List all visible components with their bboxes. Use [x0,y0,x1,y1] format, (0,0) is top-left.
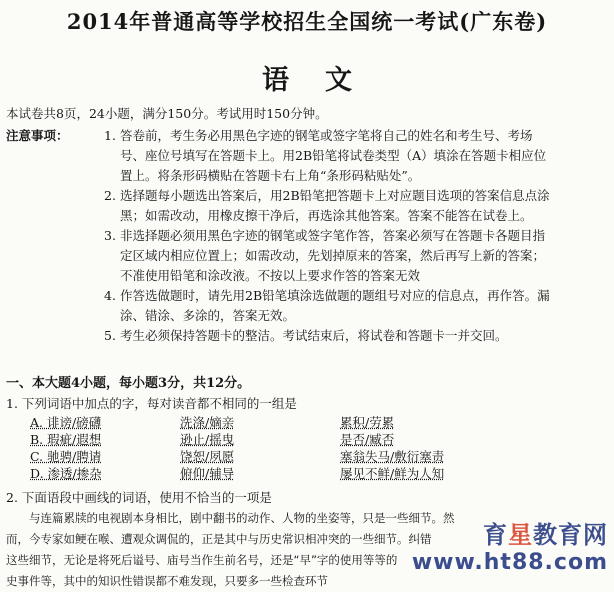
option-row [30,430,550,447]
note-number: 2. [104,188,116,203]
passage-line: 这些细节，无论是将死后谥号、庙号当作生前名号，还是“早”字的使用等等的 [6,553,398,567]
option-cell: 累积/劳累 [340,415,395,430]
note-number: 4. [104,288,116,303]
note-item [104,226,554,286]
note-text: 选择题每小题选出答案后，用2B铅笔把答题卡上对应题目选项的答案信息点涂黑；如需改动，用橡皮擦干净后，再选涂其他答案。答案不能答在试卷上。 [120,188,550,223]
option-cell: C. 驰骋/聘请 [30,449,102,464]
watermark-char: 育 [483,521,508,549]
note-text: 作答选做题时，请先用2B铅笔填涂选做题的题组号对应的信息点，再作答。漏涂、错涂、多涂的，答案无效。 [120,288,550,323]
question-2-stem: 2. 下面语段中画线的词语，使用不恰当的一项是 [6,490,272,505]
question-1-stem: 1. 下列词语中加点的字，每对读音都不相同的一组是 [6,396,297,411]
notes-label: 注意事项： [6,128,69,143]
option-cell: 逊止/摇曳 [180,432,235,447]
watermark-char: 教育网 [533,521,608,549]
note-item [104,186,554,226]
option-cell: 饶恕/夙愿 [180,449,235,464]
option-cell: B. 瑕疵/遐想 [30,432,102,447]
question-1-options [30,413,550,481]
note-text: 答卷前，考生务必用黑色字迹的钢笔或签字笔将自己的姓名和考生号、考场号、座位号填写在答题卡上。用2B铅笔将试卷类型（A）填涂在答题卡相应位置上。将条形码横贴在答题卡右上角“条形码粘贴处”。 [120,128,547,183]
question-2-passage [6,508,610,592]
option-cell: 俯仰/辅导 [180,466,235,481]
option-cell: 屡见不鲜/鲜为人知 [340,466,445,481]
option-row [30,447,550,464]
passage-line: 史事件等，其中的知识性错误都不难发现，只要多一些检查环节 [6,574,328,588]
passage-line: 与连篇累牍的电视剧本身相比，剧中翻书的动作、人物的坐姿等，只是一些细节。然 [6,511,455,525]
watermark-url: www.ht88.com [411,550,608,575]
intro-line: 本试卷共8页，24小题，满分150分。考试用时150分钟。 [6,106,328,121]
note-number: 5. [104,328,116,343]
option-cell: A. 诽谤/磅礴 [30,415,102,430]
note-text: 非选择题必须用黑色字迹的钢笔或签字笔作答，答案必须写在答题卡各题目指定区域内相应位置上；如需改动，先划掉原来的答案，然后再写上新的答案；不准使用铅笔和涂改液。不按以上要求作答的答案无效 [120,228,546,283]
option-row [30,464,550,481]
note-number: 3. [104,228,116,243]
note-item [104,286,554,326]
option-cell: 洗涤/嫡亲 [180,415,235,430]
note-number: 1. [104,128,116,143]
notes-list [104,126,554,346]
option-cell: D. 渗透/掺杂 [30,466,102,481]
option-row [30,413,550,430]
note-text: 考生必须保持答题卡的整洁。考试结束后，将试卷和答题卡一并交回。 [120,328,508,343]
section-heading: 一、本大题4小题，每小题3分，共12分。 [6,376,251,391]
watermark-char-highlight: 星 [508,521,533,549]
exam-title: 2014年普通高等学校招生全国统一考试(广东卷) [66,9,548,34]
option-cell: 塞翁失马/敷衍塞责 [340,449,445,464]
note-item [104,126,554,186]
passage-line: 而，今专家如鲠在喉、遭观众调侃的，正是其中与历史常识相冲突的一些细节。纠错 [6,532,432,546]
note-item [104,326,554,346]
option-cell: 是否/臧否 [340,432,395,447]
subject-title: 语文 [262,65,388,96]
